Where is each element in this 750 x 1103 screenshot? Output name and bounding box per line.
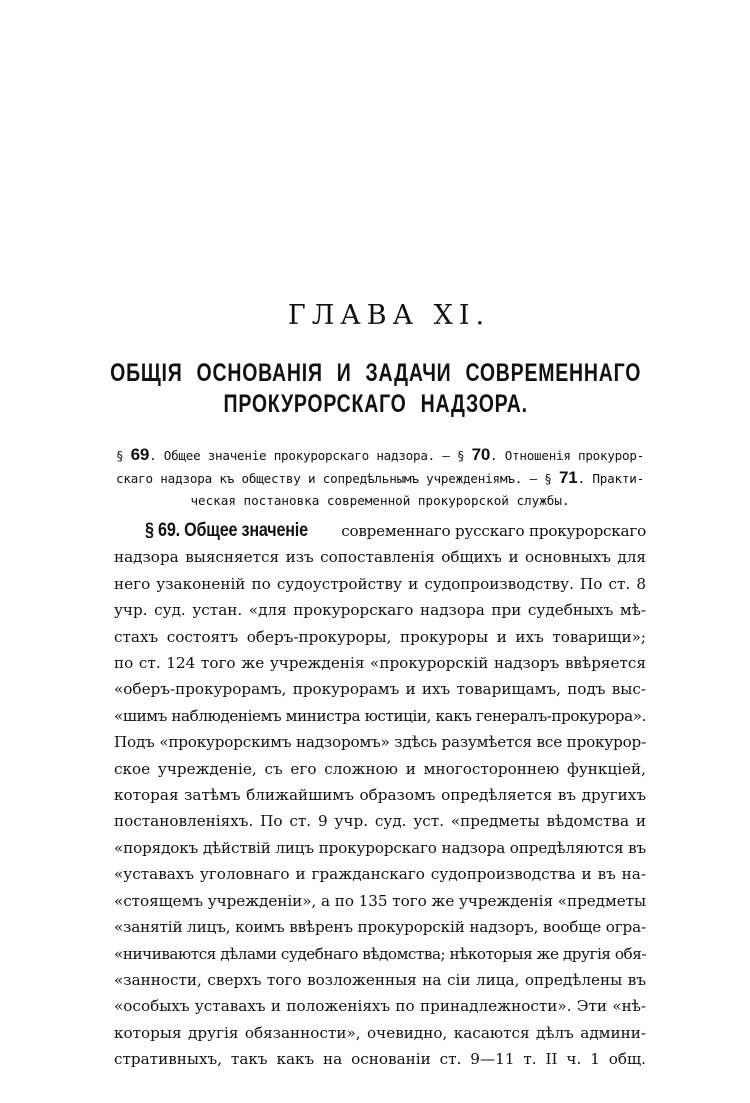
body-line: по ст. 124 того же учрежденія «прокурорскій надзоръ ввѣряется (114, 654, 646, 673)
chapter-title-line: ОБЩІЯ ОСНОВАНІЯ И ЗАДАЧИ СОВРЕМЕННАГО (110, 359, 642, 387)
body-line: «шимъ наблюденіемъ министра юстиціи, какъ генералъ-прокурора». (114, 706, 646, 725)
body-line: Подъ «прокурорскимъ надзоромъ» здѣсь разумѣется все прокурор- (114, 733, 646, 752)
body-line: «оберъ-прокурорамъ, прокурорамъ и ихъ товарищамъ, подъ выс- (114, 680, 646, 699)
body-line: «порядокъ дѣйствій лицъ прокурорскаго надзора опредѣляются въ (114, 838, 646, 857)
body-text-fragment: современнаго русскаго прокурорскаго (336, 522, 646, 540)
body-line: стративныхъ, такъ какъ на основаніи ст. 9—11 т. II ч. 1 общ. (114, 1050, 646, 1069)
body-text (114, 518, 646, 1073)
body-line: которая затѣмъ ближайшимъ образомъ опредѣляется въ другихъ (114, 786, 646, 805)
body-line: «занности, сверхъ того возложенныя на сіи лица, опредѣлены въ (114, 970, 646, 989)
body-line: «особыхъ уставахъ и положеніяхъ по принадлежности». Эти «нѣ- (114, 997, 646, 1016)
section-number: 71 (559, 468, 578, 487)
chapter-title-line: ПРОКУРОРСКАГО НАДЗОРА. (223, 390, 528, 418)
summary-text: скаго надзора къ обществу и сопредѣльнымъ учрежденіямъ. — § (116, 471, 560, 486)
chapter-heading: ГЛАВА XI. (287, 300, 491, 331)
body-line: «занятій лицъ, коимъ ввѣренъ прокурорскій надзоръ, вообще огра- (114, 918, 646, 937)
summary-line (116, 467, 644, 490)
summary-text: ческая постановка современной прокурорской службы. (190, 493, 570, 508)
section-number: 70 (471, 445, 491, 464)
body-line: стахъ состоятъ оберъ-прокуроры, прокуроры и ихъ товарищи»; (114, 627, 646, 646)
body-line: «ничиваются дѣлами судебнаго вѣдомства; нѣкоторыя же другія обя- (114, 944, 646, 963)
body-line: «уставахъ уголовнаго и гражданскаго судопроизводства и въ на- (114, 865, 646, 884)
summary-line (116, 490, 644, 512)
body-line: учр. суд. устан. «для прокурорскаго надзора при судебныхъ мѣ- (114, 601, 646, 620)
chapter-title (83, 358, 668, 420)
summary-text: . Общее значеніе прокурорскаго надзора. — § (149, 448, 472, 463)
summary-text: . Практи- (577, 471, 644, 486)
body-line: надзора выясняется изъ сопоставленія общихъ и основныхъ для (114, 548, 646, 567)
body-line: него узаконеній по судоустройству и судопроизводству. По ст. 8 (114, 574, 646, 593)
summary-line (116, 444, 644, 467)
section-sign: § (116, 448, 131, 463)
summary-text: . Отношенія прокурор- (490, 448, 644, 463)
body-line: «стоящемъ учрежденіи», а по 135 того же учрежденія «предметы (114, 891, 646, 910)
body-line: ское учрежденіе, съ его сложною и многостороннею функціей, (114, 759, 646, 778)
body-line (114, 518, 646, 544)
section-number: 69 (130, 445, 150, 464)
body-line: постановленіяхъ. По ст. 9 учр. суд. уст. «предметы вѣдомства и (114, 812, 646, 831)
section-heading-inline: § 69. Общее значеніе (145, 520, 308, 541)
chapter-summary (116, 444, 644, 512)
body-line: которыя другія обязанности», очевидно, касаются дѣлъ админи- (114, 1023, 646, 1042)
